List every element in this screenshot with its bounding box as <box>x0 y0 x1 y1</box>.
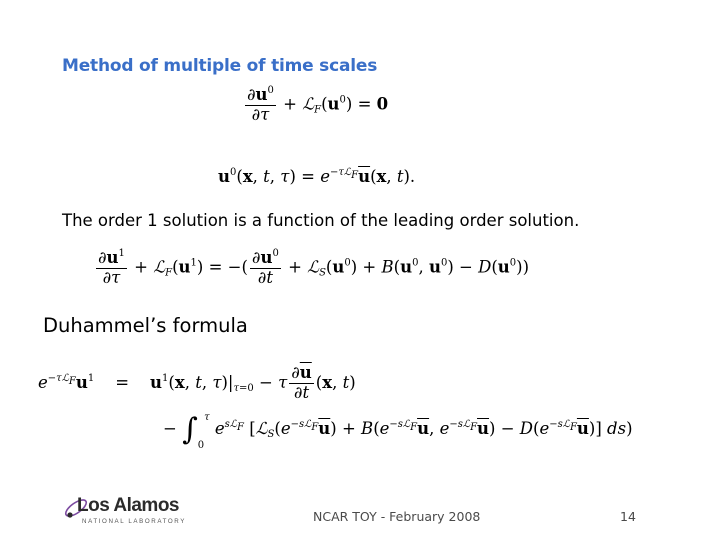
page-number: 14 <box>620 509 636 524</box>
los-alamos-logo <box>62 486 192 530</box>
equation-duhamel-line2: − $\int_0^\tau$ $e^{sℒ_F}$ [$ℒ_S(e^{-sℒ_F}\overline{u}) + B(e^{-sℒ_F}\overline{u}$, $e^{-sℒ_F}\overline{u}) - D(e^{-sℒ_F}\overline{u})$] ds) <box>163 412 633 451</box>
duhamel-heading: Duhammel’s formula <box>43 314 248 337</box>
footer-text: NCAR TOY - February 2008 <box>313 509 481 524</box>
logo-subtext: NATIONAL LABORATORY <box>82 518 186 525</box>
slide-title: Method of multiple of time scales <box>62 56 378 76</box>
equation-leading-order: $\frac{\partial u^0}{\partial\tau}$ + $ℒ_F(u^0) = 0$ <box>247 85 389 124</box>
equation-order-one: $\frac{\partial u^1}{\partial\tau}$ + $ℒ_F(u^1)$ = −( $\frac{\partial u^0}{\partial t}$ + $ℒ_S(u^0) + B(u^0$, $u^0) - D(u^0)$) <box>98 248 530 287</box>
order-one-sentence: The order 1 solution is a function of the leading order solution. <box>62 211 580 230</box>
logo-text: Los Alamos <box>77 495 179 516</box>
equation-duhamel-line1: $e^{-\tau ℒ_F}u^1$ = $u^1(x$, t, $\tau)|_{\tau=0} - \tau$ $\frac{\partial\overline{u}}{\partial t}$ (x, t) <box>38 363 356 402</box>
equation-leading-solution: $u^0(x$, t, $\tau) = e^{-\tau ℒ_F}\overline{u}(x$, t). <box>218 167 416 186</box>
